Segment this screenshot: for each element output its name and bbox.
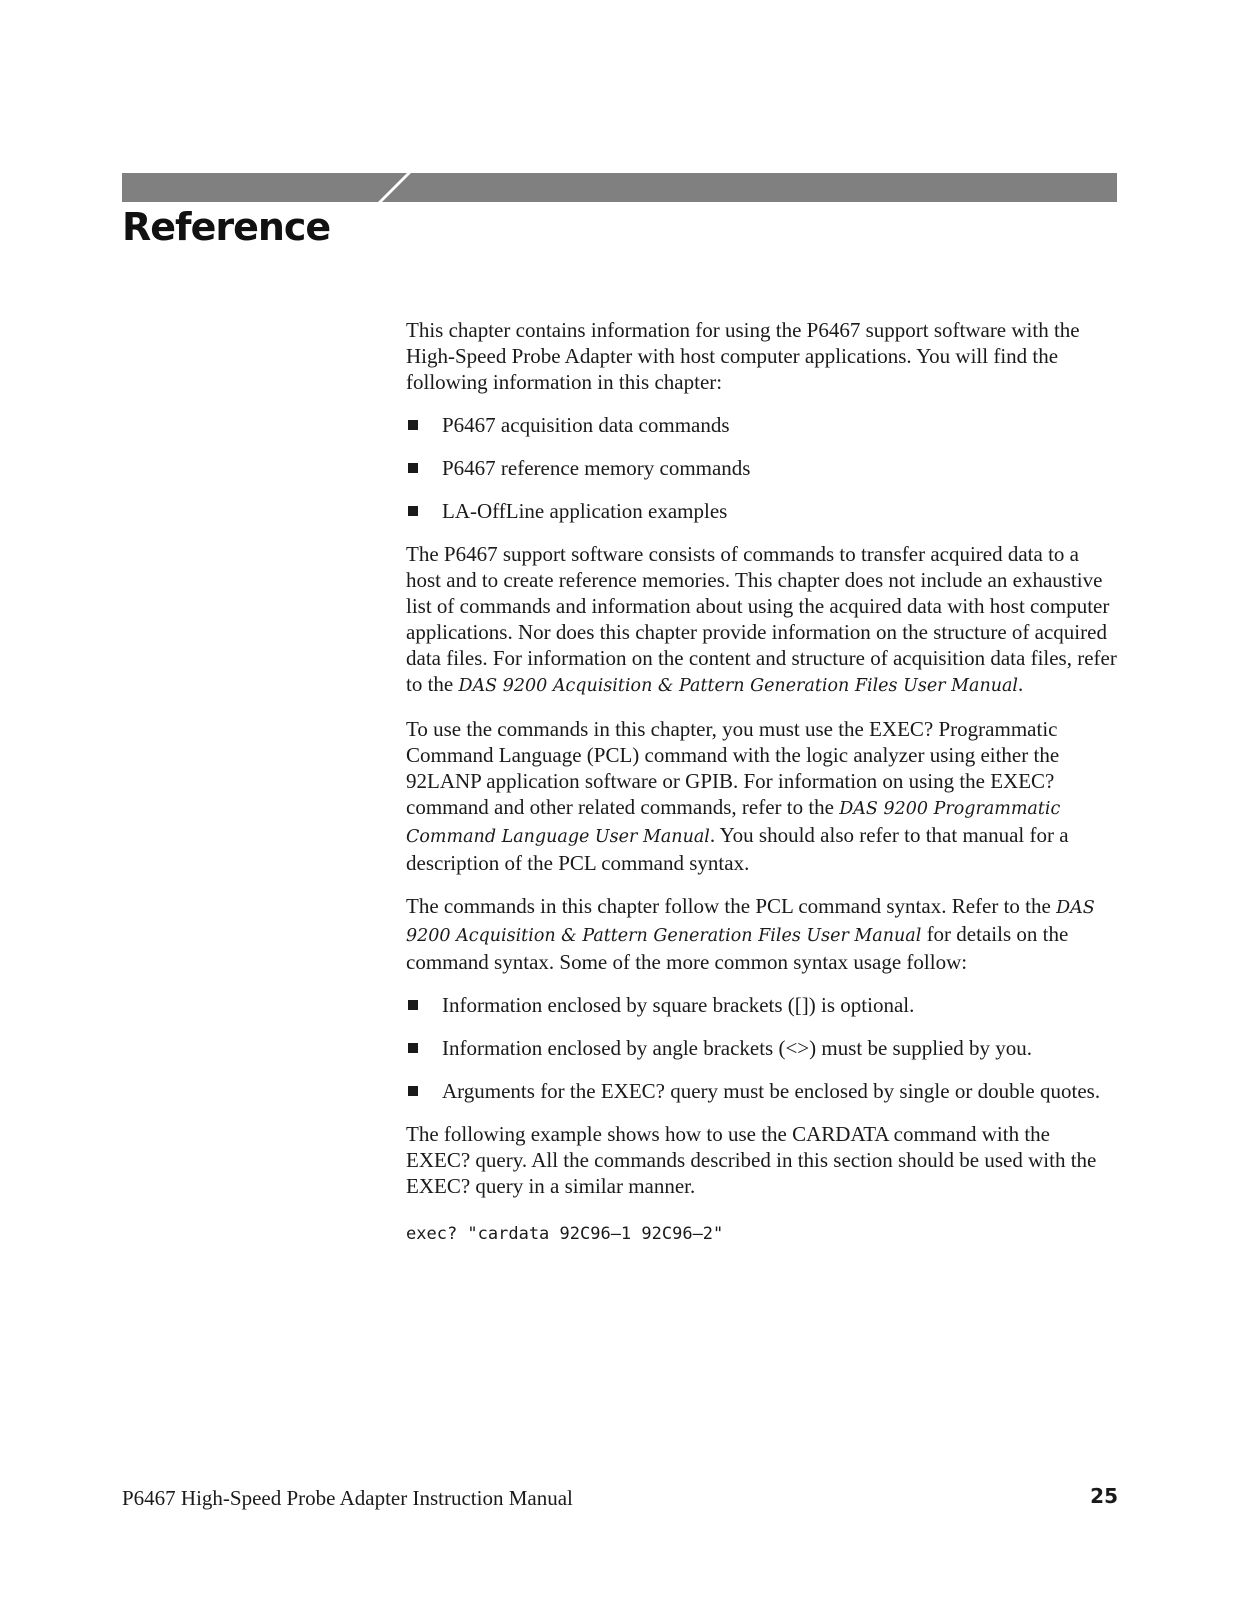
syntax-rules-list — [406, 992, 1118, 1104]
square-bullet-icon — [408, 420, 418, 430]
square-bullet-icon — [408, 1086, 418, 1096]
topic-text: P6467 reference memory commands — [442, 456, 751, 480]
manual-reference: DAS 9200 Acquisition & Pattern Generation Files User Manual — [458, 676, 1019, 696]
paragraph-text: The commands in this chapter follow the PCL command syntax. Refer to the — [406, 894, 1057, 918]
square-bullet-icon — [408, 1000, 418, 1010]
topic-text: LA-OffLine application examples — [442, 499, 728, 523]
software-overview-paragraph — [406, 541, 1118, 699]
syntax-rule-item — [406, 992, 1118, 1018]
chapter-body — [406, 317, 1118, 1247]
syntax-rule-item — [406, 1035, 1118, 1061]
syntax-paragraph — [406, 893, 1118, 975]
exec-usage-paragraph — [406, 716, 1118, 876]
paragraph-text: for details on the command syntax. Some of the more common syntax usage follow: — [406, 922, 1069, 974]
footer-manual-title: P6467 High-Speed Probe Adapter Instruction Manual — [122, 1486, 573, 1510]
topic-item — [406, 455, 1118, 481]
syntax-rule-text: Arguments for the EXEC? query must be enclosed by single or double quotes. — [442, 1079, 1101, 1103]
syntax-rule-text: Information enclosed by angle brackets (<>) must be supplied by you. — [442, 1036, 1032, 1060]
code-example: exec? "cardata 92C96–1 92C96–2" — [406, 1224, 724, 1244]
paragraph-text: To use the commands in this chapter, you must use the EXEC? Programmatic Command Language (PCL) command with the logic analyzer using either the 92LANP application software or GPIB. For information on using the EXEC? command and other related commands, refer to the — [406, 717, 1060, 819]
topic-item — [406, 412, 1118, 438]
manual-reference: DAS 9200 Programmatic Command Language User Manual — [406, 799, 1061, 847]
syntax-rule-text: Information enclosed by square brackets ([]) is optional. — [442, 993, 915, 1017]
paragraph-text: . You should also refer to that manual for a description of the PCL command syntax. — [406, 823, 1069, 875]
header-bar-right-segment — [382, 173, 1117, 202]
example-intro-paragraph: The following example shows how to use the CARDATA command with the EXEC? query. All the commands described in this section should be used with the EXEC? query in a similar manner. — [406, 1122, 1097, 1198]
header-bar-left-segment — [122, 173, 407, 202]
chapter-title: Reference — [122, 205, 331, 249]
intro-paragraph: This chapter contains information for using the P6467 support software with the High-Speed Probe Adapter with host computer applications. You will find the following information in this chapter: — [406, 318, 1080, 394]
topic-text: P6467 acquisition data commands — [442, 413, 730, 437]
page-number: 25 — [1090, 1484, 1118, 1508]
syntax-rule-item — [406, 1078, 1118, 1104]
paragraph-text: . — [1018, 672, 1024, 696]
topic-item — [406, 498, 1118, 524]
square-bullet-icon — [408, 506, 418, 516]
manual-reference: DAS 9200 Acquisition & Pattern Generation Files User Manual — [406, 898, 1095, 946]
topics-list — [406, 412, 1118, 524]
square-bullet-icon — [408, 1043, 418, 1053]
paragraph-text: The P6467 support software consists of commands to transfer acquired data to a host and to create reference memories. This chapter does not include an exhaustive list of commands and information about using the acquired data with host computer applications. Nor does this chapter provide information on the structure of acquired data files. For information on the content and structure of acquisition data files, refer to the — [406, 542, 1117, 696]
chapter-header-bar — [122, 173, 1117, 202]
square-bullet-icon — [408, 463, 418, 473]
